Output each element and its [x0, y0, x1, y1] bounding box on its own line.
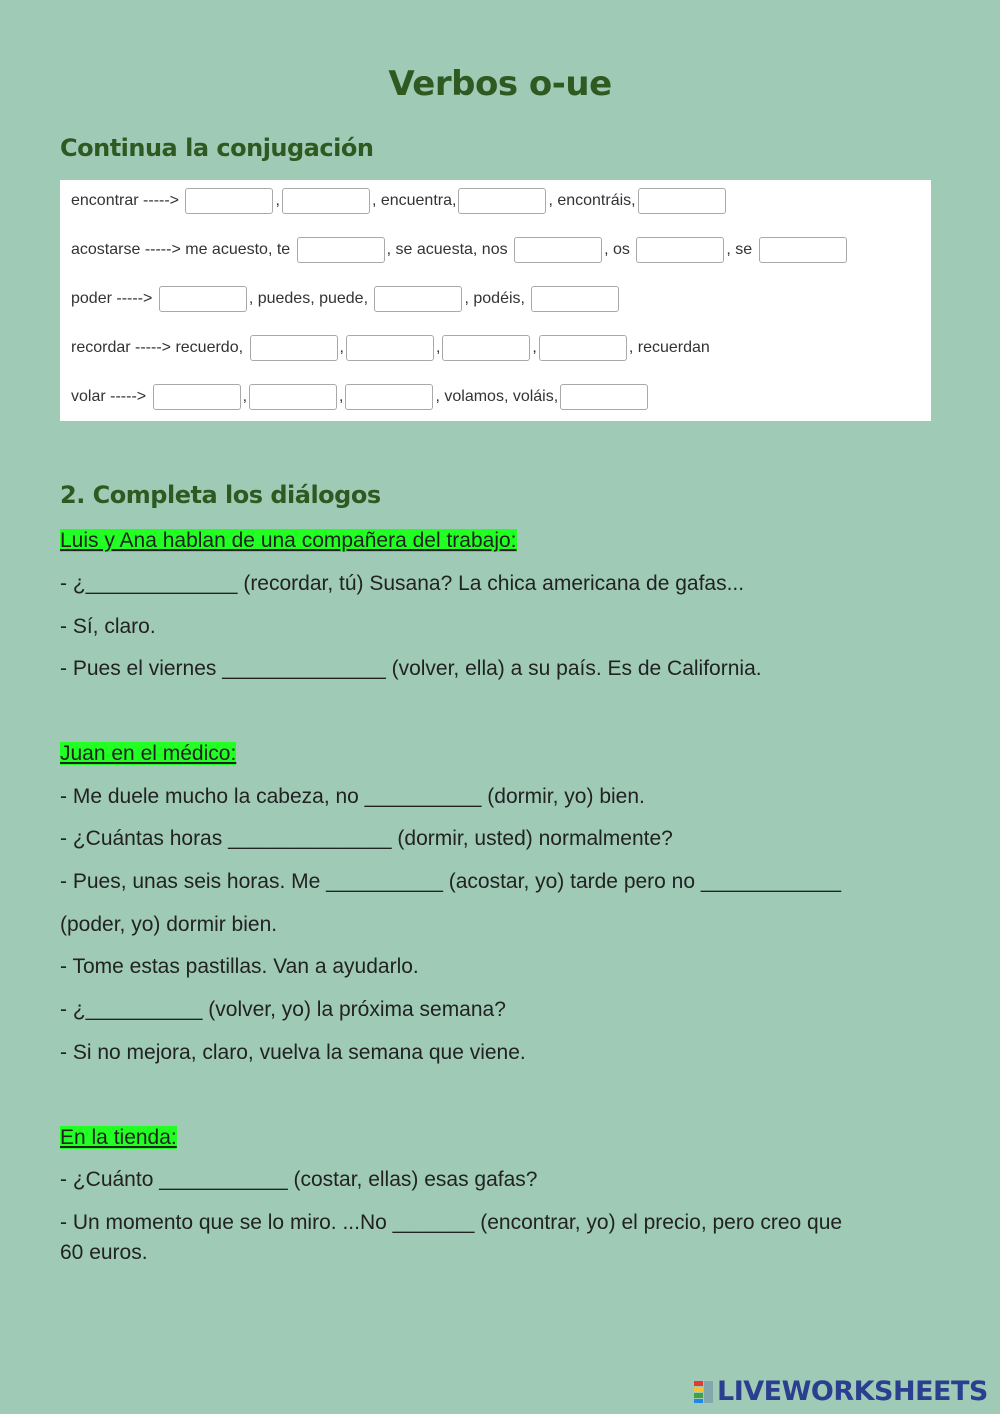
answer-input[interactable]: [346, 335, 434, 361]
row-text: , podéis,: [464, 290, 525, 307]
dialog-label: Juan en el médico:: [60, 742, 237, 765]
answer-input[interactable]: [159, 286, 247, 312]
conjugation-row-poder: [71, 284, 621, 314]
answer-input[interactable]: [458, 188, 546, 214]
answer-input[interactable]: [531, 286, 619, 312]
answer-input[interactable]: [442, 335, 530, 361]
section1-heading: Continua la conjugación: [60, 134, 374, 162]
dialog-line: - ¿Cuántas horas ______________ (dormir, usted) normalmente?: [60, 827, 673, 850]
page-title: Verbos o-ue: [388, 64, 612, 104]
conjugation-row-volar: [71, 382, 650, 412]
dialog-label: Luis y Ana hablan de una compañera del trabajo:: [60, 529, 517, 552]
dialog-line: (poder, yo) dormir bien.: [60, 913, 278, 936]
answer-input[interactable]: [638, 188, 726, 214]
conjugation-row-acostarse: [71, 235, 849, 265]
liveworksheets-logo-icon: [693, 1380, 715, 1404]
dialog-line: - Tome estas pastillas. Van a ayudarlo.: [60, 955, 419, 978]
dialog-line: - ¿__________ (volver, yo) la próxima semana?: [60, 998, 506, 1021]
answer-input[interactable]: [345, 384, 433, 410]
conjugation-row-recordar: [71, 333, 710, 363]
dialog-line: - Un momento que se lo miro. ...No _______ (encontrar, yo) el precio, pero creo que: [60, 1211, 843, 1234]
section2-heading: 2. Completa los diálogos: [60, 481, 381, 509]
row-text: volar ----->: [71, 388, 147, 405]
dialog-line: 60 euros.: [60, 1241, 148, 1264]
row-text: ,: [532, 339, 537, 356]
answer-input[interactable]: [560, 384, 648, 410]
row-text: , puedes, puede,: [248, 290, 369, 307]
answer-input[interactable]: [759, 237, 847, 263]
dialog-line: - Pues, unas seis horas. Me __________ (acostar, yo) tarde pero no ____________: [60, 870, 842, 893]
row-text: acostarse -----> me acuesto, te: [71, 241, 291, 258]
conjugation-panel: [60, 180, 931, 421]
dialog-label: En la tienda:: [60, 1126, 177, 1149]
row-text: ,: [339, 339, 344, 356]
row-text: , se: [726, 241, 753, 258]
answer-input[interactable]: [282, 188, 370, 214]
answer-input[interactable]: [250, 335, 338, 361]
dialog-line: - Pues el viernes ______________ (volver, ella) a su país. Es de California.: [60, 657, 762, 680]
conjugation-row-encontrar: [71, 186, 728, 216]
dialog-line: - ¿_____________ (recordar, tú) Susana? La chica americana de gafas...: [60, 572, 745, 595]
row-text: , volamos, voláis,: [435, 388, 559, 405]
row-text: , recuerdan: [628, 339, 710, 356]
row-text: , encontráis,: [548, 192, 636, 209]
answer-input[interactable]: [374, 286, 462, 312]
dialog-line: - ¿Cuánto ___________ (costar, ellas) esas gafas?: [60, 1168, 538, 1191]
row-text: ,: [339, 388, 344, 405]
row-text: encontrar ----->: [71, 192, 180, 209]
row-text: , os: [604, 241, 630, 258]
row-text: recordar -----> recuerdo,: [71, 339, 244, 356]
answer-input[interactable]: [249, 384, 337, 410]
dialog-line: - Sí, claro.: [60, 615, 156, 638]
row-text: , se acuesta, nos: [386, 241, 508, 258]
row-text: ,: [242, 388, 248, 405]
row-text: ,: [275, 192, 280, 209]
brand-text: LIVEWORKSHEETS: [717, 1376, 988, 1407]
row-text: , encuentra,: [371, 192, 457, 209]
answer-input[interactable]: [153, 384, 241, 410]
answer-input[interactable]: [297, 237, 385, 263]
answer-input[interactable]: [539, 335, 627, 361]
dialog-line: - Me duele mucho la cabeza, no __________ (dormir, yo) bien.: [60, 785, 645, 808]
liveworksheets-brand[interactable]: [693, 1376, 988, 1407]
answer-input[interactable]: [514, 237, 602, 263]
row-text: poder ----->: [71, 290, 153, 307]
row-text: ,: [435, 339, 441, 356]
answer-input[interactable]: [636, 237, 724, 263]
dialog-line: - Si no mejora, claro, vuelva la semana que viene.: [60, 1041, 526, 1064]
answer-input[interactable]: [185, 188, 273, 214]
